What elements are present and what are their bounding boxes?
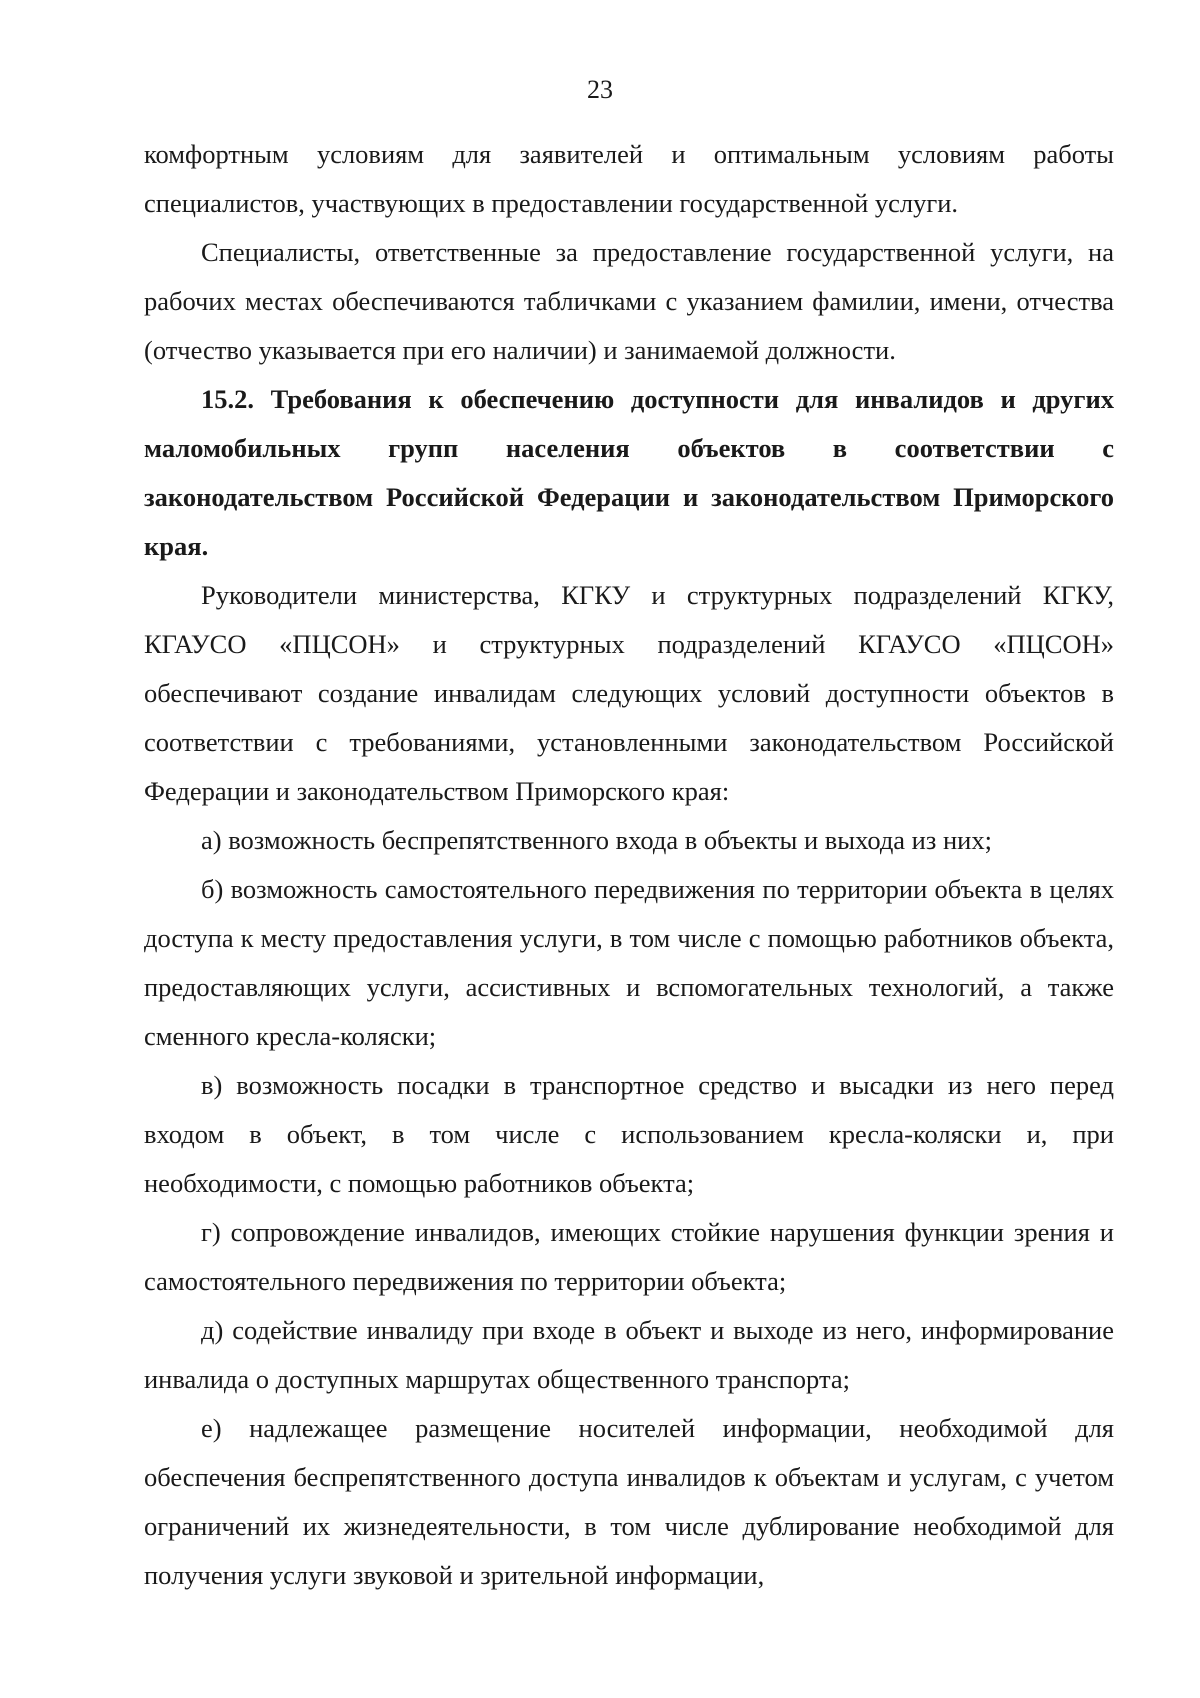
list-item-e: е) надлежащее размещение носителей информации, необходимой для обеспечения беспрепятственного доступа инвалидов к объектам и услугам, с учетом ограничений их жизнедеятельности, в том числе дублирование необходимой для получения услуги звуковой и зрительной информации, — [144, 1413, 1114, 1590]
section-heading-15-2: 15.2. Требования к обеспечению доступности для инвалидов и других маломобильных групп населения объектов в соответствии с законодательством Российской Федерации и законодательством Приморского края. — [144, 384, 1114, 561]
paragraph-continuation: комфортным условиям для заявителей и оптимальным условиям работы специалистов, участвующих в предоставлении государственной услуги. — [144, 139, 1114, 218]
list-item-a: а) возможность беспрепятственного входа в объекты и выхода из них; — [201, 825, 992, 855]
page-number: 23 — [587, 75, 613, 104]
list-item-v: в) возможность посадки в транспортное средство и высадки из него перед входом в объект, в том числе с использованием кресла-коляски и, при необходимости, с помощью работников объекта; — [144, 1070, 1114, 1198]
paragraph-managers: Руководители министерства, КГКУ и структурных подразделений КГКУ, КГАУСО «ПЦСОН» и структурных подразделений КГАУСО «ПЦСОН» обеспечивают создание инвалидам следующих условий доступности объектов в соответствии с требованиями, установленными законодательством Российской Федерации и законодательством Приморского края: — [144, 580, 1114, 806]
paragraph-specialists: Специалисты, ответственные за предоставление государственной услуги, на рабочих местах обеспечиваются табличками с указанием фамилии, имени, отчества (отчество указывается при его наличии) и занимаемой должности. — [144, 237, 1114, 365]
document-body — [144, 130, 1114, 1600]
list-item-d: д) содействие инвалиду при входе в объект и выходе из него, информирование инвалида о доступных маршрутах общественного транспорта; — [144, 1315, 1114, 1394]
list-item-g: г) сопровождение инвалидов, имеющих стойкие нарушения функции зрения и самостоятельного передвижения по территории объекта; — [144, 1217, 1114, 1296]
list-item-b: б) возможность самостоятельного передвижения по территории объекта в целях доступа к месту предоставления услуги, в том числе с помощью работников объекта, предоставляющих услуги, ассистивных и вспомогательных технологий, а также сменного кресла-коляски; — [144, 874, 1114, 1051]
